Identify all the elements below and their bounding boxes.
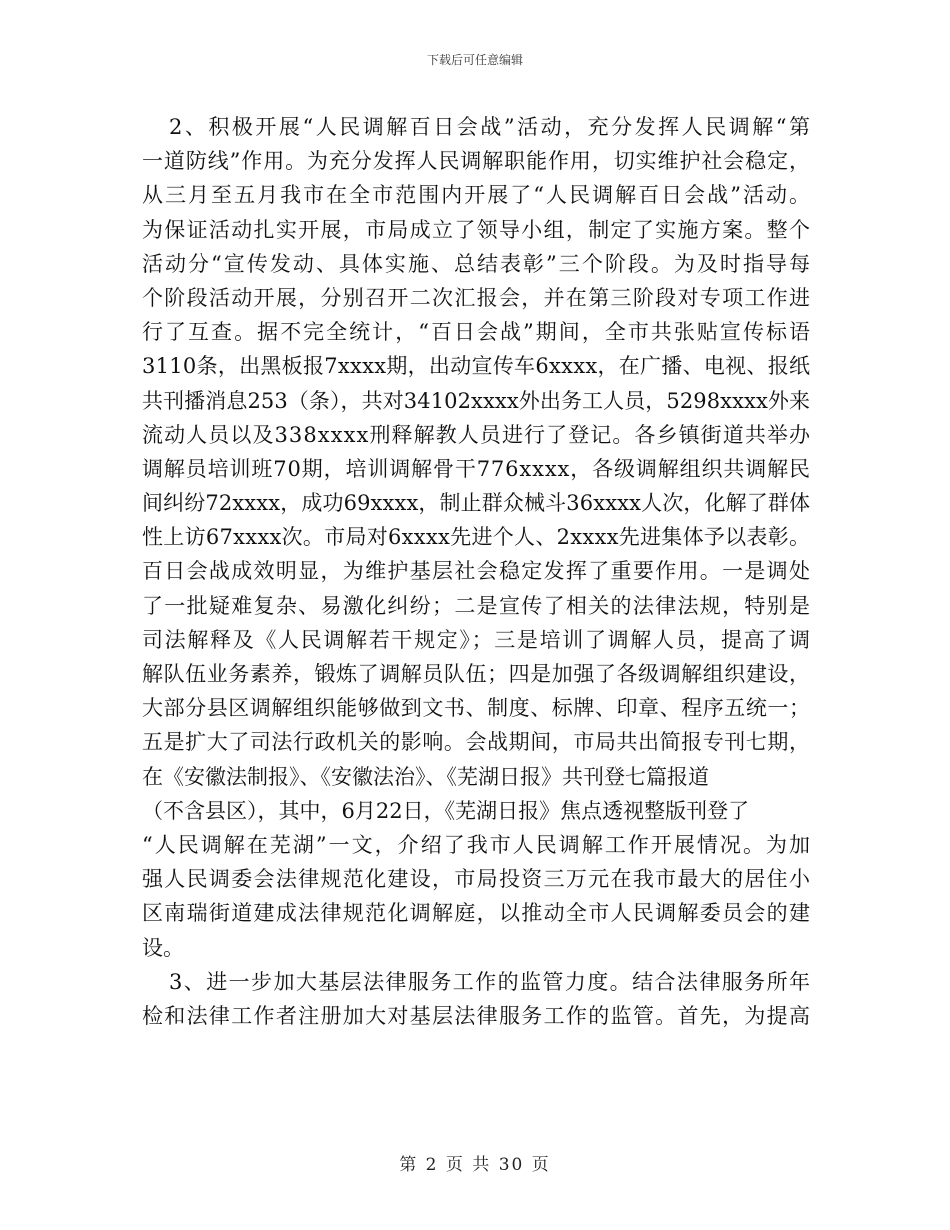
text-line: 强人民调委会法律规范化建设，市局投资三万元在我市最大的居住小: [142, 867, 812, 892]
text-line: 了一批疑难复杂、易激化纠纷；二是宣传了相关的法律法规，特别是: [142, 593, 812, 618]
text-line: （不含县区），其中，6月22日，《芜湖日报》焦点透视整版刊登了: [142, 798, 750, 823]
text-line: 间纠纷72xxxx，成功69xxxx，制止群众械斗36xxxx人次，化解了群体: [142, 491, 811, 516]
text-line: 一道防线”作用。为充分发挥人民调解职能作用，切实维护社会稳定，: [142, 149, 811, 174]
paragraph-1: [142, 110, 813, 965]
text-line: 流动人员以及338xxxx刑释解教人员进行了登记。各乡镇街道共举办: [142, 422, 812, 447]
text-line: 百日会战成效明显，为维护基层社会稳定发挥了重要作用。一是调处: [142, 559, 812, 584]
text-line: 2、积极开展“人民调解百日会战”活动，充分发挥人民调解“第: [169, 115, 813, 139]
text-line: 大部分县区调解组织能够做到文书、制度、标牌、印章、程序五统一；: [142, 696, 811, 721]
text-line: 检和法律工作者注册加大对基层法律服务工作的监管。首先，为提高: [142, 1003, 812, 1028]
text-line: 解队伍业务素养，锻炼了调解员队伍；四是加强了各级调解组织建设，: [142, 662, 811, 686]
text-line: 3110条，出黑板报7xxxx期，出动宣传车6xxxx，在广播、电视、报纸: [142, 354, 811, 379]
document-body: [142, 110, 813, 1033]
text-line: “人民调解在芜湖”一文，介绍了我市人民调解工作开展情况。为加: [142, 832, 813, 857]
text-line: 从三月至五月我市在全市范围内开展了“人民调解百日会战”活动。: [142, 183, 813, 208]
text-line: 共刊播消息253（条），共对34102xxxx外出务工人员，5298xxxx外来: [142, 388, 811, 413]
text-line: 区南瑞街道建成法律规范化调解庭，以推动全市人民调解委员会的建: [142, 901, 812, 926]
text-line: 调解员培训班70期，培训调解骨干776xxxx，各级调解组织共调解民: [142, 456, 811, 481]
text-line: 3、进一步加大基层法律服务工作的监管力度。结合法律服务所年: [169, 969, 812, 994]
text-line: 性上访67xxxx次。市局对6xxxx先进个人、2xxxx先进集体予以表彰。: [142, 525, 811, 550]
text-line: 行了互查。据不完全统计，“百日会战”期间，全市共张贴宣传标语: [142, 320, 813, 345]
text-line: 司法解释及《人民调解若干规定》；三是培训了调解人员，提高了调: [142, 627, 812, 652]
paragraph-2: [142, 965, 810, 1033]
text-line: 设。: [142, 935, 184, 960]
text-line: 活动分“宣传发动、具体实施、总结表彰”三个阶段。为及时指导每: [142, 251, 813, 276]
page-footer: 第 2 页 共 30 页: [399, 1155, 551, 1175]
text-line: 在《安徽法制报》、《安徽法治》、《芜湖日报》共刊登七篇报道: [142, 764, 709, 789]
text-line: 五是扩大了司法行政机关的影响。会战期间，市局共出简报专刊七期，: [142, 730, 811, 755]
text-line: 个阶段活动开展，分别召开二次汇报会，并在第三阶段对专项工作进: [142, 285, 812, 310]
page-header: 下载后可任意编辑: [426, 53, 523, 67]
text-line: 为保证活动扎实开展，市局成立了领导小组，制定了实施方案。整个: [142, 217, 812, 242]
